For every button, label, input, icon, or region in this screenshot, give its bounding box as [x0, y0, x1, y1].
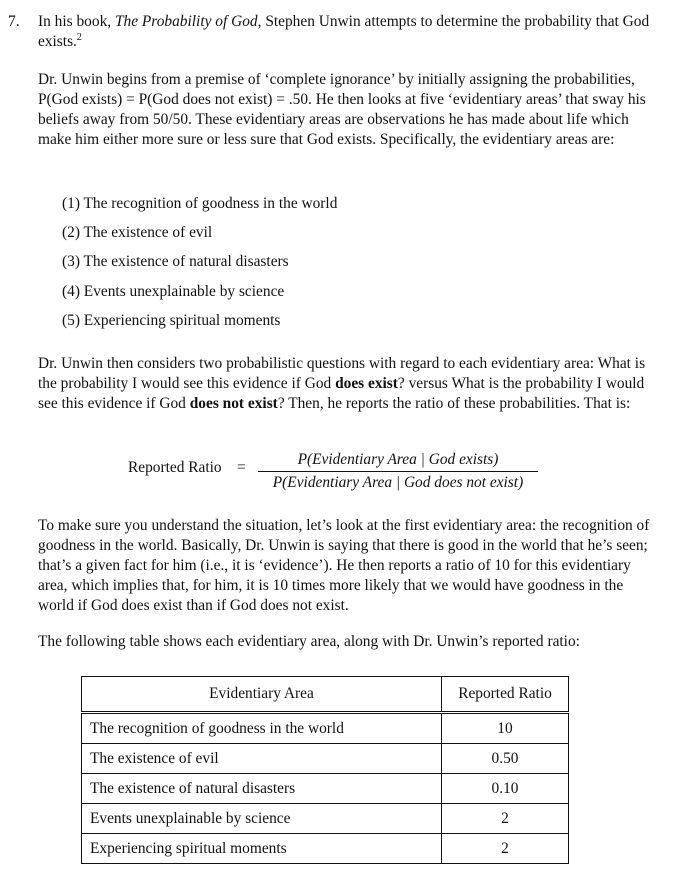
paragraph-questions-part3: ? Then, he reports the ratio of these probabilities. That is:: [277, 395, 631, 412]
formula-equals: =: [237, 459, 246, 476]
table-row: [82, 713, 569, 744]
paragraph-table-intro: The following table shows each evidentiary area, along with Dr. Unwin’s reported ratio:: [38, 633, 580, 650]
table-row: [82, 804, 569, 834]
bold-does-exist: does exist: [335, 375, 398, 392]
formula-numerator: P(Evidentiary Area | God exists): [297, 451, 499, 468]
question-intro-before: In his book,: [38, 13, 115, 30]
ratio-formula: [128, 450, 548, 500]
list-item: (2) The existence of evil: [62, 224, 213, 242]
cell-area: The existence of evil: [82, 744, 442, 774]
paragraph-premise: Dr. Unwin begins from a premise of ‘complete ignorance’ by initially assigning the probabilities, P(God exists) = P(God does not exist) = .50. He then looks at five ‘evidentiary areas’ that sway his beliefs away from 50/50. These evidentiary areas are observations he has made about life which make him either more sure or less sure that God exists. Specifically, the evidentiary areas are:: [38, 71, 646, 148]
cell-ratio: 10: [442, 713, 569, 744]
list-item: (3) The existence of natural disasters: [62, 253, 289, 271]
cell-area: Experiencing spiritual moments: [82, 834, 442, 864]
formula-fraction: [258, 450, 538, 493]
fraction-bar: [258, 471, 538, 472]
table-row: [82, 834, 569, 864]
header-evidentiary-area: Evidentiary Area: [82, 677, 442, 713]
cell-ratio: 2: [442, 804, 569, 834]
cell-area: The existence of natural disasters: [82, 774, 442, 804]
book-title: The Probability of God: [114, 13, 258, 30]
list-item: (1) The recognition of goodness in the world: [62, 195, 338, 212]
list-item: (5) Experiencing spiritual moments: [62, 311, 281, 329]
cell-ratio: 0.10: [442, 774, 569, 804]
table-row: [82, 774, 569, 804]
ratio-table: [81, 676, 569, 864]
paragraph-questions-part2: ? versus What is the probability I would see this evidence if God: [38, 375, 645, 412]
paragraph-questions-part1: Dr. Unwin then considers two probabilistic questions with regard to each evidentiary area: What is the probability I would see this evidence if God: [38, 355, 646, 392]
question-intro: [38, 12, 668, 52]
table-row: [82, 744, 569, 774]
question-number: 7.: [8, 13, 20, 30]
list-item: (4) Events unexplainable by science: [62, 282, 285, 300]
question-header: [8, 12, 668, 52]
footnote-marker: 2: [76, 32, 82, 43]
table-header-row: [82, 677, 569, 713]
paragraph-example: To make sure you understand the situation, let’s look at the first evidentiary area: the recognition of goodness in the world. Basically, Dr. Unwin is saying that there is good in the world that he’s seen; that’s a given fact for him (i.e., it is ‘evidence’). He then reports a ratio of 10 for this evidentiary area, which implies that, for him, it is 10 times more likely that we would have goodness in the world if God does exist than if God does not exist.: [38, 517, 650, 614]
formula-lhs: Reported Ratio: [128, 459, 222, 476]
paragraph-questions: [38, 354, 662, 414]
formula-denominator: P(Evidentiary Area | God does not exist): [272, 474, 524, 491]
cell-ratio: 2: [442, 834, 569, 864]
cell-area: Events unexplainable by science: [82, 804, 442, 834]
evidentiary-list: [62, 194, 337, 340]
question-intro-after: , Stephen Unwin attempts to determine the probability that God exists.: [38, 13, 650, 50]
cell-ratio: 0.50: [442, 744, 569, 774]
bold-does-not-exist: does not exist: [189, 395, 278, 412]
header-reported-ratio: Reported Ratio: [442, 677, 569, 713]
cell-area: The recognition of goodness in the world: [82, 713, 442, 744]
